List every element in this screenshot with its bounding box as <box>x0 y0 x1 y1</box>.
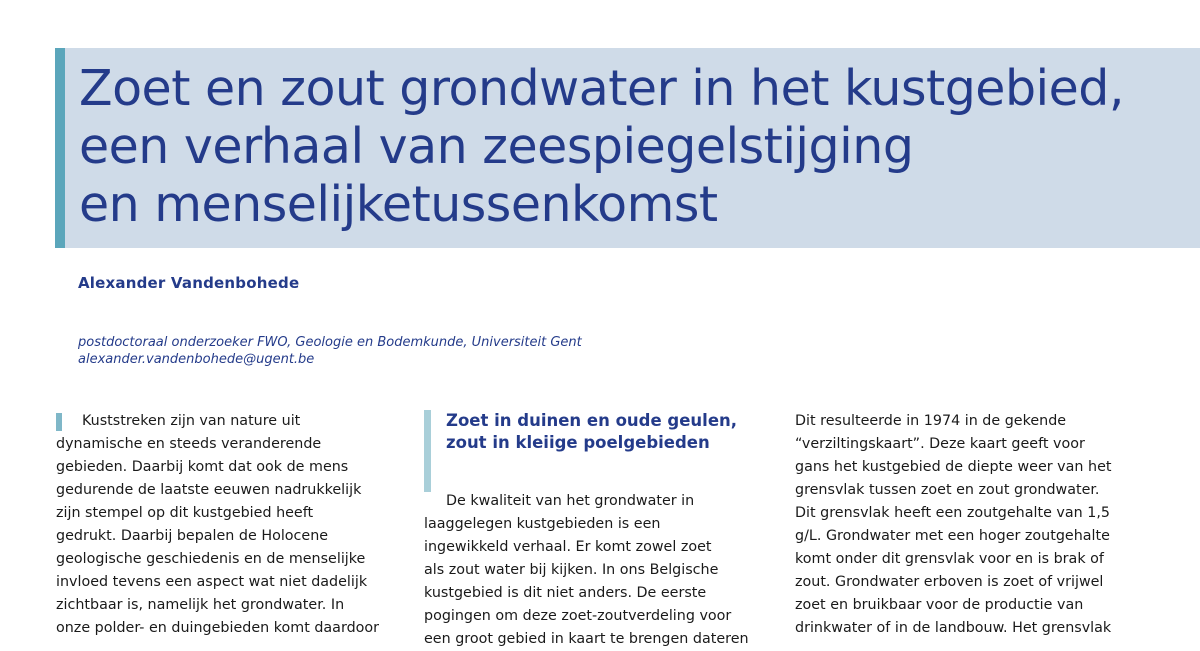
body-line: een groot gebied in kaart te brengen dateren <box>424 631 749 647</box>
body-line: laaggelegen kustgebieden is een <box>424 516 661 532</box>
article-title <box>79 60 1200 234</box>
body-line: grensvlak tussen zoet en zout grondwater. <box>795 482 1100 498</box>
section-heading <box>424 410 774 454</box>
body-line: “verziltingskaart”. Deze kaart geeft voor <box>795 436 1085 452</box>
body-line: zout. Grondwater erboven is zoet of vrijwel <box>795 574 1104 590</box>
body-line: onze polder- en duingebieden komt daardoor <box>56 620 380 636</box>
body-line: drinkwater of in de landbouw. Het grensvlak <box>795 620 1112 636</box>
column-3 <box>795 410 1165 640</box>
body-line: Dit grensvlak heeft een zoutgehalte van 1,5 <box>795 505 1110 521</box>
title-line: een verhaal van zeespiegelstijging <box>79 118 914 175</box>
body-line: gans het kustgebied de diepte weer van het <box>795 459 1112 475</box>
body-line: g/L. Grondwater met een hoger zoutgehalte <box>795 528 1110 544</box>
body-line: komt onder dit grensvlak voor en is brak of <box>795 551 1104 567</box>
body-line: geologische geschiedenis en de menselijke <box>56 551 366 567</box>
paragraph-marker <box>56 413 62 431</box>
title-line: Zoet en zout grondwater in het kustgebied, <box>79 60 1124 117</box>
body-line: Dit resulteerde in 1974 in de gekende <box>795 413 1067 429</box>
column-2 <box>424 410 774 651</box>
body-line: De kwaliteit van het grondwater in <box>446 493 695 509</box>
body-line: Kuststreken zijn van nature uit <box>82 413 301 429</box>
title-line: en menselijketussenkomst <box>79 176 718 233</box>
author-email: alexander.vandenbohede@ugent.be <box>78 352 315 367</box>
body-line: gedrukt. Daarbij bepalen de Holocene <box>56 528 329 544</box>
body-line: pogingen om deze zoet-zoutverdeling voor <box>424 608 732 624</box>
body-line: zijn stempel op dit kustgebied heeft <box>56 505 314 521</box>
section-heading-line: zout in kleiige poelgebieden <box>446 433 710 452</box>
body-line: zoet en bruikbaar voor de productie van <box>795 597 1084 613</box>
author-affiliation <box>78 334 582 368</box>
section-heading-line: Zoet in duinen en oude geulen, <box>446 411 738 430</box>
section-heading-block <box>424 410 774 651</box>
body-line: zichtbaar is, namelijk het grondwater. In <box>56 597 345 613</box>
body-line: invloed tevens een aspect wat niet dadelijk <box>56 574 368 590</box>
body-line: gebieden. Daarbij komt dat ook de mens <box>56 459 349 475</box>
column-1 <box>56 410 406 640</box>
title-band <box>55 48 1200 248</box>
body-line: als zout water bij kijken. In ons Belgische <box>424 562 719 578</box>
author-name: Alexander Vandenbohede <box>78 274 300 292</box>
column-2-body <box>402 490 774 651</box>
body-line: gedurende de laatste eeuwen nadrukkelijk <box>56 482 362 498</box>
affiliation-line: postdoctoraal onderzoeker FWO, Geologie en Bodemkunde, Universiteit Gent <box>78 335 582 350</box>
body-line: kustgebied is dit niet anders. De eerste <box>424 585 707 601</box>
body-line: ingewikkeld verhaal. Er komt zowel zoet <box>424 539 712 555</box>
heading-accent-bar <box>424 410 431 492</box>
body-line: dynamische en steeds veranderende <box>56 436 322 452</box>
